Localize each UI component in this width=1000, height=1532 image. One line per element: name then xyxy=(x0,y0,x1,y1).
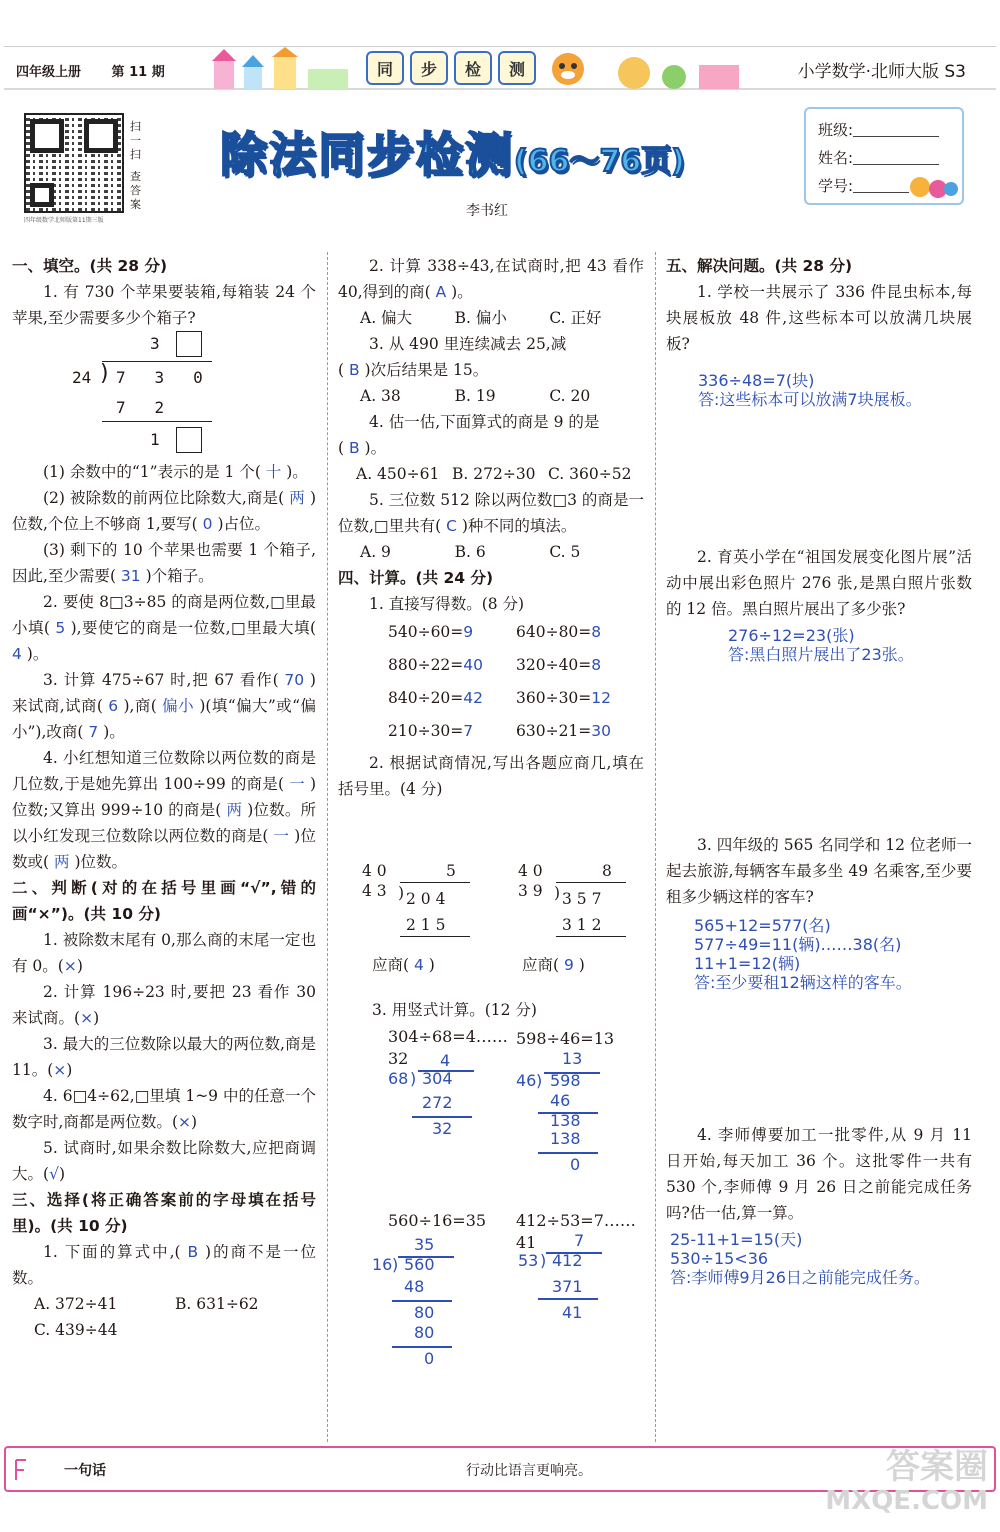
long-division: 3 24 ) 7 3 0 7 2 1 xyxy=(72,331,316,459)
page-header xyxy=(4,46,996,90)
section-calc-heading: 四、计算。(共 24 分) xyxy=(338,569,494,587)
author: 李书红 xyxy=(466,203,508,219)
tab-jian: 检 xyxy=(454,51,492,85)
class-field[interactable]: 班级: xyxy=(818,119,939,140)
page-title: 除法同步检测(66～76页) xyxy=(220,128,685,183)
answer-1: 336÷48=7(块) 答:这些标本可以放满7块展板。 xyxy=(698,371,922,409)
issue-info xyxy=(16,61,191,80)
tab-tong: 同 xyxy=(366,51,404,85)
footer-label: 一句话 xyxy=(64,1463,106,1479)
vertical-calc-3: 560÷16=35 35 16 ) 560 48 80 80 0 xyxy=(372,1211,487,1368)
vertical-calc-1: 304÷68=4……32 4 68 ) 304 272 32 xyxy=(388,1027,508,1138)
section-choice-heading: 三、选择(将正确答案前的字母填在括号里)。(共 10 分) xyxy=(12,1191,316,1235)
column-divider xyxy=(327,252,328,1442)
vertical-calc-heading: 3. 用竖式计算。(12 分) xyxy=(372,1001,537,1019)
column-1: 一、填空。(共 28 分) 1. 有 730 个苹果要装箱,每箱装 24 个苹果,至少需要多少个箱子? 3 24 ) 7 3 0 7 2 1 (1) 余数中的“1”表示的是 1 个( 十 )。 (2) 被除数的前两位比除数大,商是( 两 )位数,个位上不够商 1,要写( 0 )占位。 (3) 剩下的 10 个苹果也需要 1 个箱子,因此,至少需要( 31 )个箱子。 2. 要使 8□3÷85 的商是两位数,□里最小填( 5 ),要使它的商是一位数,□里最大填( 4 )。 3. 计算 475÷67 时,把 67 看作( 70 )来试商,试商( 6 ),商( 偏小 )(填“偏大”或“偏小”),改商( 7 )。 4. 小红想知道三位数除以两位数的商是几位数,于是她先算出 100÷99 的商是( 一 )位数;又算出 999÷10 的商是( 两 )位数。所以小红发现三位数除以两位数的商是( 一 )位数或( 两 )位数。 二、判断(对的在括号里画“√”,错的画“×”)。(共 10 分) 1. 被除数末尾有 0,那么商的末尾一定也有 0。(×) 2. 计算 196÷23 时,要把 23 看作 30 来试商。(×) 3. 最大的三位数除以最大的两位数,商是 11。(×) 4. 6□4÷62,□里填 1~9 中的任意一个数字时,商都是两位数。(×) 5. 试商时,如果余数比除数大,应把商调大。(√) 三、选择(将正确答案前的字母填在括号里)。(共 10 分) 1. 下面的算式中,( B )的商不是一位数。 A. 372÷41 B. 631÷62 C. 439÷44 xyxy=(12,253,316,1343)
problem-3: 3. 四年级的 565 名同学和 12 位老师一起去旅游,每辆客车最多坐 49 名乘客,至少要租多少辆这样的客车? 565+12=577(名) 577÷49=11(辆)……38(名) 11+1=12(辆) 答:至少要租12辆这样的客车。 xyxy=(666,836,972,992)
subject-label: 小学数学·北师大版 S3 xyxy=(797,62,966,82)
answer-box[interactable] xyxy=(176,427,202,453)
problem-4: 4. 李师傅要加工一批零件,从 9 月 11 日开始,每天加工 36 个。这批零件一共有 530 个,李师傅 9 月 26 日之前能完成任务吗?估一估,算一算。 25-11+1=15(天) 530÷15<36 答:李师傅9月26日之前能完成任务。 xyxy=(666,1126,972,1287)
section-judge-heading: 二、判断(对的在括号里画“√”,错的画“×”)。(共 10 分) xyxy=(12,879,316,923)
student-info-box xyxy=(804,107,964,205)
grade-label: 四年级上册 xyxy=(16,65,82,80)
issue-label: 第 11 期 xyxy=(111,65,165,80)
judge-item: 2. 计算 196÷23 时,要把 23 看作 30 来试商。(×) xyxy=(12,983,316,1027)
id-field[interactable]: 学号: xyxy=(818,175,909,196)
trial-division-1: 4 0 5 4 3 ) 2 0 4 2 1 5 应商( 4 ) xyxy=(362,860,482,980)
section-fill-blank-heading: 一、填空。(共 28 分) xyxy=(12,257,168,275)
qr-caption: 四年级数学北师版第11期三版 xyxy=(24,217,104,224)
castle-decoration-icon xyxy=(204,47,354,89)
name-field[interactable]: 姓名: xyxy=(818,147,939,168)
column-2: 2. 计算 338÷43,在试商时,把 43 看作 40,得到的商( A )。 A. 偏大 B. 偏小 C. 正好 3. 从 490 里连续减去 25,减 ( B )次后结果是 15。 A. 38 B. 19 C. 20 4. 估一估,下面算式的商是 9 的是 ( B )。 A. 450÷61 B. 272÷30 C. 360÷52 5. 三位数 512 除以两位数□3 的商是一位数,□里共有( C )种不同的填法。 A. 9 B. 6 C. 5 四、计算。(共 24 分) 1. 直接写得数。(8 分) 540÷60=9 640÷80=8 880÷22=40 320÷40=8 840÷20=42 360÷30=12 210÷30=7 630÷21=30 2. 根据试商情况,写出各题应商几,填在括号里。(4 分) xyxy=(338,257,644,798)
judge-item: 4. 6□4÷62,□里填 1~9 中的任意一个数字时,商都是两位数。(×) xyxy=(12,1087,316,1131)
column-3: 五、解决问题。(共 28 分) 1. 学校一共展示了 336 件昆虫标本,每块展板放 48 件,这些标本可以放满几块展板? 336÷48=7(块) 答:这些标本可以放满7块展板。 xyxy=(666,253,972,409)
tab-ce: 测 xyxy=(498,51,536,85)
vertical-calc-4: 412÷53=7……41 7 53 ) 412 371 41 xyxy=(516,1211,636,1322)
watermark: 答案圈 MXQE.COM xyxy=(825,1447,988,1516)
sync-test-tabs xyxy=(366,51,536,85)
judge-item: 3. 最大的三位数除以最大的两位数,商是 11。(×) xyxy=(12,1035,316,1079)
question-text: 1. 有 730 个苹果要装箱,每箱装 24 个苹果,至少需要多少个箱子? xyxy=(12,283,316,327)
scenery-decoration-icon xyxy=(604,47,754,89)
judge-item: 5. 试商时,如果余数比除数大,应把商调大。(√) xyxy=(12,1139,316,1183)
answer-box[interactable] xyxy=(176,331,202,357)
vertical-calc-2: 598÷46=13 13 46 ) 598 46 138 138 0 xyxy=(516,1029,615,1174)
quote-mark-icon xyxy=(12,1458,34,1482)
problem-2: 2. 育英小学在“祖国发展变化图片展”活动中展出彩色照片 276 张,是黑白照片张数的 12 倍。黑白照片展出了多少张? 276÷12=23(张) 答:黑白照片展出了23张。 xyxy=(666,548,972,664)
column-divider xyxy=(655,252,656,1442)
section-problems-heading: 五、解决问题。(共 28 分) xyxy=(666,257,853,275)
judge-item: 1. 被除数末尾有 0,那么商的末尾一定也有 0。(×) xyxy=(12,931,316,975)
cartoon-monsters-icon xyxy=(908,169,958,199)
scan-hint: 扫 一 扫 查 答 案 xyxy=(130,120,141,211)
tab-bu: 步 xyxy=(410,51,448,85)
footer-motto: 行动比语言更响亮。 xyxy=(466,1463,592,1479)
qr-code-icon[interactable] xyxy=(24,113,124,213)
oral-calc-grid: 540÷60=9 640÷80=8 880÷22=40 320÷40=8 840÷20=42 360÷30=12 210÷30=7 630÷21=30 xyxy=(388,623,612,740)
tiger-mascot-icon xyxy=(544,47,592,89)
trial-division-2: 4 0 8 3 9 ) 3 5 7 3 1 2 应商( 9 ) xyxy=(518,860,638,980)
